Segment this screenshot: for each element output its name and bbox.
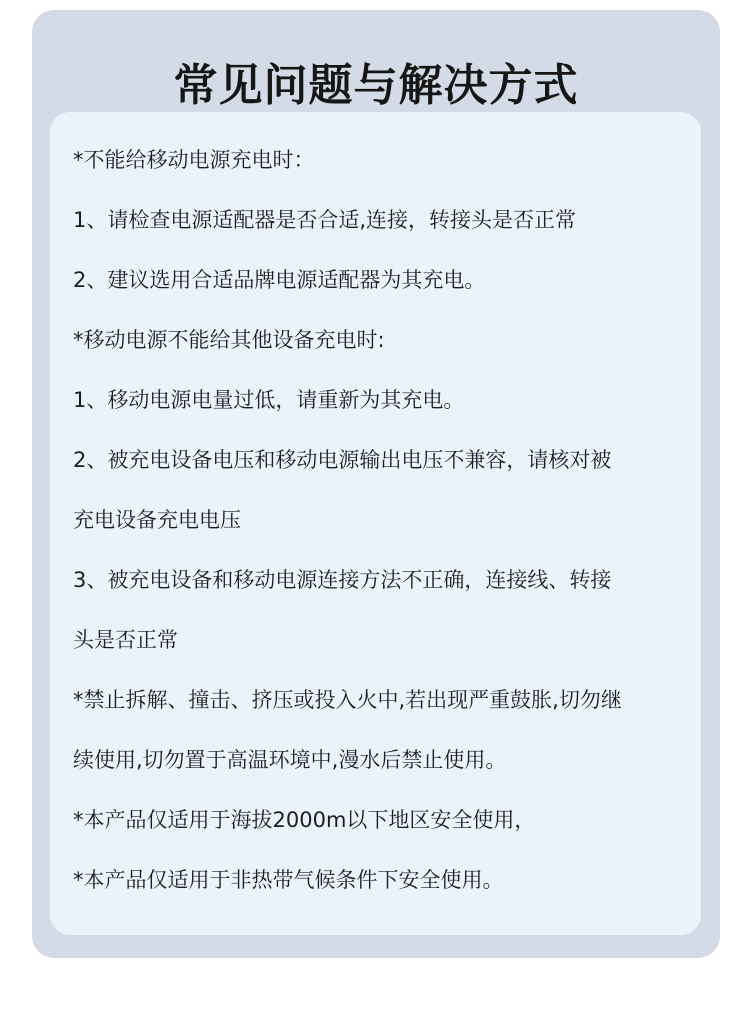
faq-item: 1、移动电源电量过低，请重新为其充电。 [73, 388, 465, 412]
safety-warning: *禁止拆解、撞击、挤压或投入火中,若出现严重鼓胀,切勿继 [73, 688, 622, 712]
climate-notice: *本产品仅适用于非热带气候条件下安全使用。 [73, 868, 504, 892]
page-title: 常见问题与解决方式 [173, 60, 579, 111]
safety-warning-continued: 续使用,切勿置于高温环境中,漫水后禁止使用。 [73, 748, 507, 772]
faq-item: 2、被充电设备电压和移动电源输出电压不兼容，请核对被 [73, 448, 612, 472]
faq-item: 1、请检查电源适配器是否合适,连接，转接头是否正常 [73, 208, 577, 232]
faq-heading-cannot-charge-devices: *移动电源不能给其他设备充电时: [73, 328, 385, 352]
faq-item-continued: 充电设备充电电压 [73, 508, 241, 532]
faq-item-continued: 头是否正常 [73, 628, 178, 652]
faq-heading-cannot-charge-powerbank: *不能给移动电源充电时： [73, 148, 315, 172]
faq-content-panel [50, 112, 701, 935]
faq-card [32, 10, 720, 958]
faq-item: 3、被充电设备和移动电源连接方法不正确，连接线、转接 [73, 568, 612, 592]
altitude-notice: *本产品仅适用于海拔2000m以下地区安全使用， [73, 808, 536, 832]
faq-list [73, 140, 693, 920]
faq-item: 2、建议选用合适品牌电源适配器为其充电。 [73, 268, 486, 292]
